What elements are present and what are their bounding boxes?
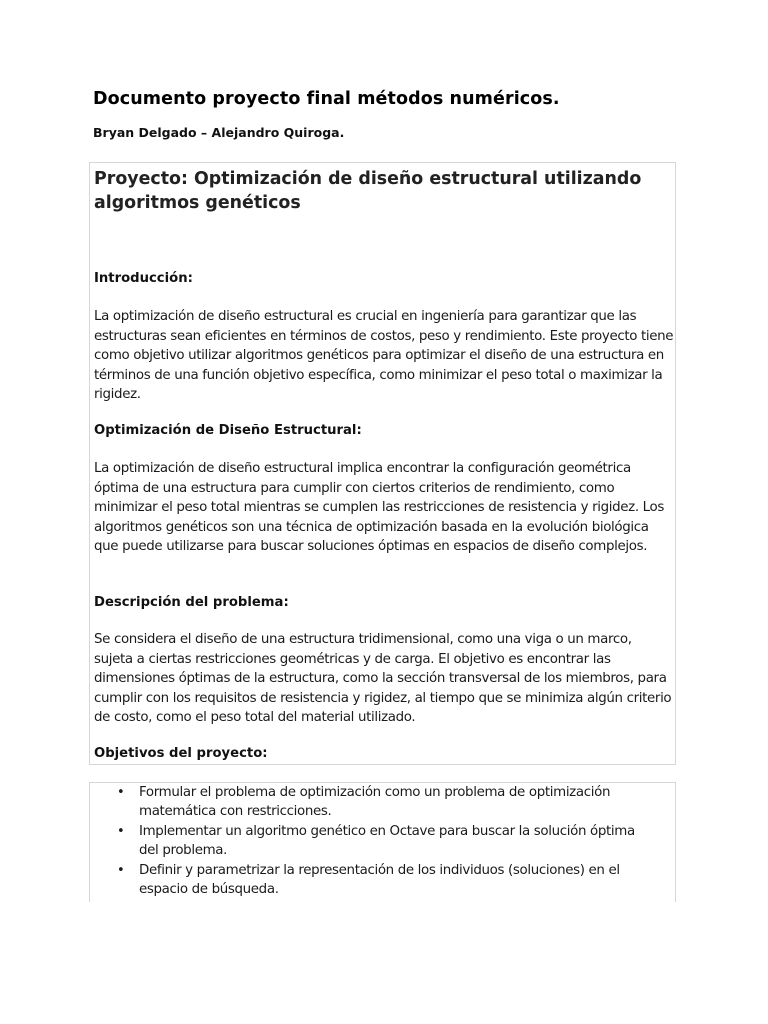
section-heading-descripcion: Descripción del problema:	[94, 595, 289, 610]
list-item	[90, 822, 675, 861]
document-title: Documento proyecto final métodos numéricos.	[93, 89, 560, 109]
objectives-box	[89, 782, 676, 902]
list-item	[90, 783, 675, 822]
bullet-icon: •	[117, 785, 125, 800]
bullet-icon: •	[117, 862, 125, 878]
list-item-text: Implementar un algoritmo genético en Octave para buscar la solución óptima del problema.	[139, 823, 635, 859]
objectives-list	[90, 783, 675, 899]
bullet-icon: •	[117, 823, 125, 839]
document-authors: Bryan Delgado – Alejandro Quiroga.	[93, 125, 345, 140]
list-item-text: Formular el problema de optimización como un problema de optimización matemática con restricciones.	[139, 785, 611, 820]
list-item-text: Definir y parametrizar la representación de los individuos (soluciones) en el espacio de búsqueda.	[139, 862, 620, 898]
list-item	[90, 861, 675, 900]
section-body-introduccion: La optimización de diseño estructural es crucial en ingeniería para garantizar que las estructuras sean eficientes en términos de costos, peso y rendimiento. Este proyecto tiene como objetivo utilizar algoritmos genéticos para optimizar el diseño de una estructura en términos de una función objetivo específica, como minimizar el peso total o maximizar la rigidez.	[94, 309, 674, 403]
section-heading-introduccion: Introducción:	[94, 271, 193, 286]
project-box	[89, 162, 676, 765]
section-body-optimizacion: La optimización de diseño estructural implica encontrar la configuración geométrica óptima de una estructura para cumplir con ciertos criterios de rendimiento, como minimizar el peso total mientras se cumplen las restricciones de resistencia y rigidez. Los algoritmos genéticos son una técnica de optimización basada en la evolución biológica que puede utilizarse para buscar soluciones óptimas en espacios de diseño complejos.	[94, 461, 664, 555]
project-title: Proyecto: Optimización de diseño estructural utilizando algoritmos genéticos	[94, 169, 642, 213]
section-heading-objetivos: Objetivos del proyecto:	[94, 746, 268, 761]
section-body-descripcion: Se considera el diseño de una estructura tridimensional, como una viga o un marco, sujeta a ciertas restricciones geométricas y de carga. El objetivo es encontrar las dimensiones óptimas de la estructura, como la sección transversal de los miembros, para cumplir con los requisitos de resistencia y rigidez, al tiempo que se minimiza algún criterio de costo, como el peso total del material utilizado.	[94, 632, 672, 726]
section-heading-optimizacion: Optimización de Diseño Estructural:	[94, 423, 362, 438]
